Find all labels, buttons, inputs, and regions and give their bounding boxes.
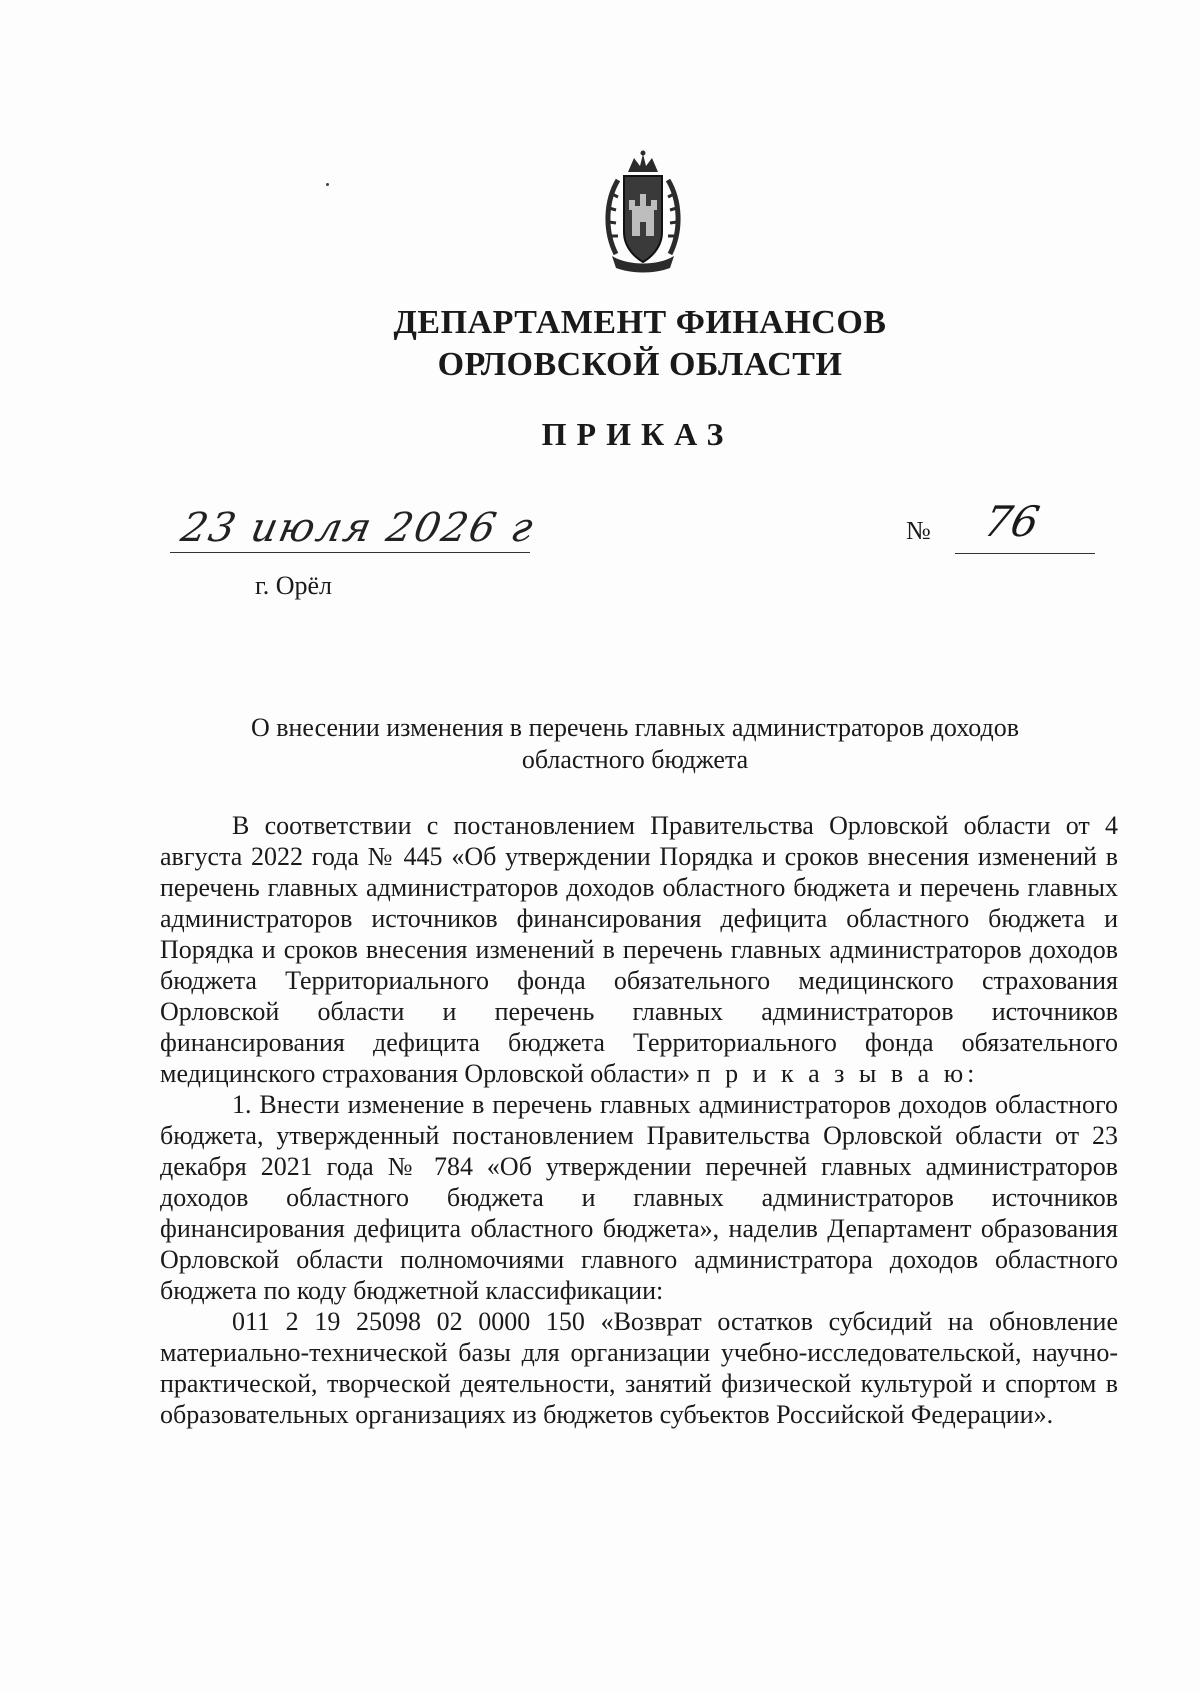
number-underline bbox=[955, 553, 1095, 554]
document-type-title: ПРИКАЗ bbox=[541, 416, 734, 452]
city-label: г. Орёл bbox=[255, 571, 333, 600]
handwritten-date-text: 23 июля 2026 г bbox=[177, 505, 539, 551]
scan-speck bbox=[326, 183, 329, 186]
subject-line-1: О внесении изменения в перечень главных администраторов доходов bbox=[250, 713, 1020, 742]
clause-1-paragraph: 1. Внести изменение в перечень главных администраторов доходов областного бюджета, утвержденный постановлением Правительства Орловской области от 23 декабря 2021 года № 784 «Об утверждении перечней главных администраторов доходов областного бюджета и главных администраторов источников финансирования дефицита областного бюджета», наделив Департамент образования Орловской области полномочиями главного администратора доходов областного бюджета по коду бюджетной классификации: bbox=[160, 1090, 1118, 1305]
order-body bbox=[160, 810, 1118, 1430]
preamble-text: В соответствии с постановлением Правительства Орловской области от 4 августа 2022 года № 445 «Об утверждении Порядка и сроков внесения изменений в перечень главных администраторов доходов областного бюджета и перечень главных администраторов источников финансирования дефицита областного бюджета и Порядка и сроков внесения изменений в перечень главных администраторов доходов бюджета Территориального фонда обязательного медицинского страхования Орловской области и перечень главных администраторов источников финансирования дефицита бюджета Территориального фонда обязательного медицинского страхования Орловской области» bbox=[160, 811, 1118, 1088]
subject-line-2: областного бюджета bbox=[521, 745, 749, 774]
budget-code-paragraph: 011 2 19 25098 02 0000 150 «Возврат остатков субсидий на обновление материально-технической базы для организации учебно-исследовательской, научно-практической, творческой деятельности, занятий физической культурой и спортом в образовательных организациях из бюджетов субъектов Российской Федерации». bbox=[160, 1307, 1118, 1429]
department-name bbox=[0, 302, 1200, 386]
department-line-1: ДЕПАРТАМЕНТ ФИНАНСОВ bbox=[393, 304, 887, 341]
number-label: № bbox=[906, 516, 931, 545]
handwritten-number: 76 bbox=[979, 497, 1044, 546]
handwritten-date bbox=[177, 505, 539, 555]
coat-of-arms-icon bbox=[598, 150, 688, 274]
preamble-paragraph bbox=[160, 810, 1118, 1089]
order-subject bbox=[150, 712, 1120, 776]
department-line-2: ОРЛОВСКОЙ ОБЛАСТИ bbox=[437, 346, 843, 383]
order-word: п р и к а з ы в а ю: bbox=[696, 1059, 979, 1088]
date-underline bbox=[170, 552, 530, 553]
